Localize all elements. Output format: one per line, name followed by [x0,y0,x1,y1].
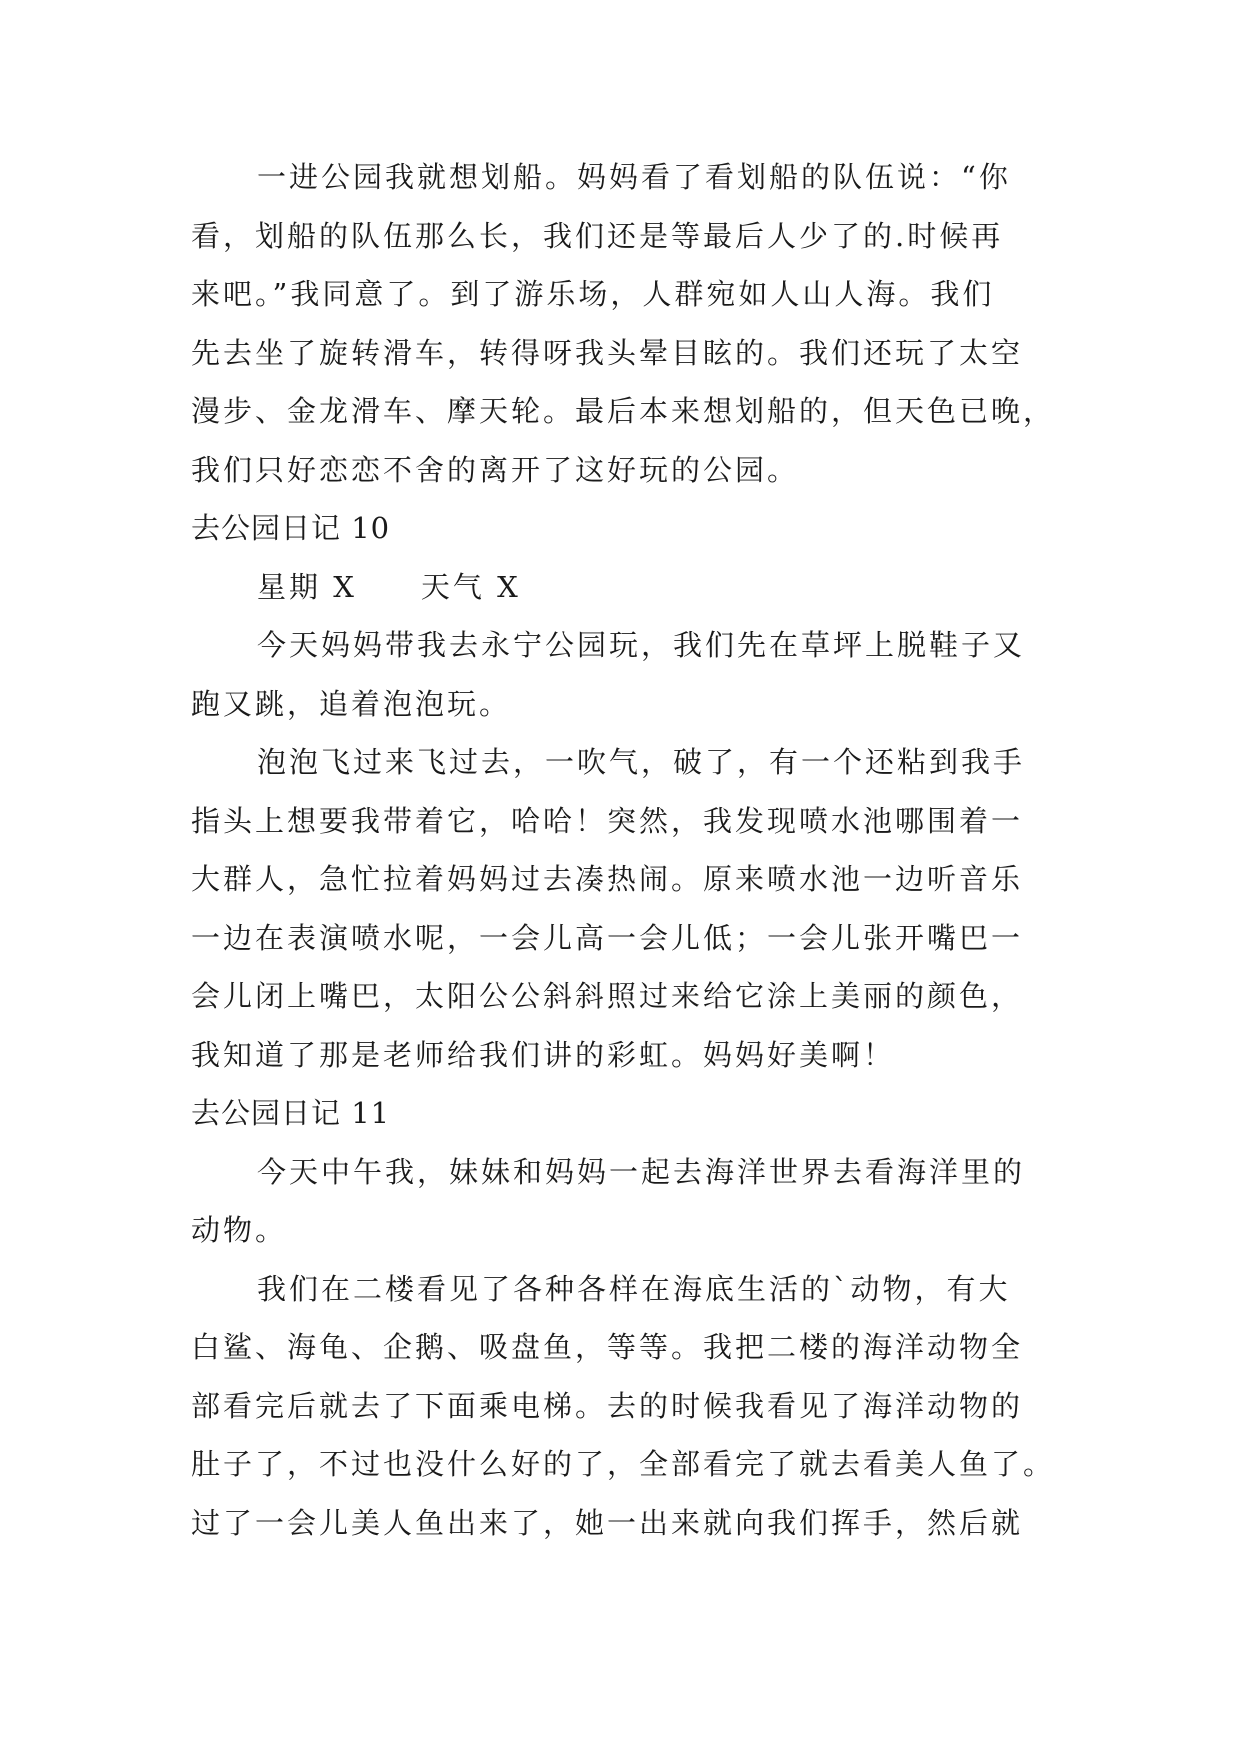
paragraph-line: 白鲨、海龟、企鹅、吸盘鱼，等等。我把二楼的海洋动物全 [191,1330,1024,1364]
paragraph-weekday-weather [191,558,1057,617]
paragraph-line: 看，划船的队伍那么长，我们还是等最后人少了的.时候再 [191,218,1004,253]
paragraph-line: 先去坐了旋转滑车，转得呀我头晕目眩的。我们还玩了太空 [191,335,1024,370]
paragraph-line: 漫步、金龙滑车、摩天轮。最后本来想划船的，但天色已晚， [191,394,1056,428]
paragraph-line: 过了一会儿美人鱼出来了，她一出来就向我们挥手，然后就 [191,1505,1024,1540]
document-body [191,148,1057,1552]
paragraph-line: 指头上想要我带着它，哈哈！突然，我发现喷水池哪围着一 [191,803,1024,838]
paragraph-line: 来吧。”我同意了。到了游乐场，人群宛如人山人海。我们 [191,277,995,311]
diary-heading-10: 去公园日记 10 [191,511,391,545]
paragraph-ocean-world [191,1143,1057,1260]
paragraph-second-floor [191,1260,1057,1553]
paragraph-yongning-park [191,616,1057,733]
paragraph-line: 大群人，急忙拉着妈妈过去凑热闹。原来喷水池一边听音乐 [191,862,1024,896]
paragraph-line: 星期 X 天气 X [257,569,521,604]
paragraph-line: 动物。 [191,1213,288,1247]
paragraph-line: 部看完后就去了下面乘电梯。去的时候我看见了海洋动物的 [191,1388,1024,1423]
paragraph-line: 肚子了，不过也没什么好的了，全部看完了就去看美人鱼了。 [191,1447,1056,1481]
paragraph-line: 我知道了那是老师给我们讲的彩虹。妈妈好美啊！ [191,1037,896,1072]
paragraph-line: 今天妈妈带我去永宁公园玩，我们先在草坪上脱鞋子又 [257,628,1026,662]
paragraph-line: 我们在二楼看见了各种各样在海底生活的`动物，有大 [257,1271,1011,1306]
paragraph-bubbles-fountain [191,733,1057,1084]
paragraph-line: 我们只好恋恋不舍的离开了这好玩的公园。 [191,452,800,487]
paragraph-line: 一进公园我就想划船。妈妈看了看划船的队伍说：“你 [257,160,1011,194]
diary-heading-11: 去公园日记 11 [191,1096,391,1130]
paragraph-line: 跑又跳，追着泡泡玩。 [191,686,512,721]
paragraph-boating [191,148,1057,499]
paragraph-line: 一边在表演喷水呢，一会儿高一会儿低；一会儿张开嘴巴一 [191,920,1024,955]
paragraph-line: 泡泡飞过来飞过去，一吹气，破了，有一个还粘到我手 [257,745,1026,779]
paragraph-line: 今天中午我，妹妹和妈妈一起去海洋世界去看海洋里的 [257,1154,1026,1189]
paragraph-line: 会儿闭上嘴巴，太阳公公斜斜照过来给它涂上美丽的颜色， [191,979,1024,1013]
